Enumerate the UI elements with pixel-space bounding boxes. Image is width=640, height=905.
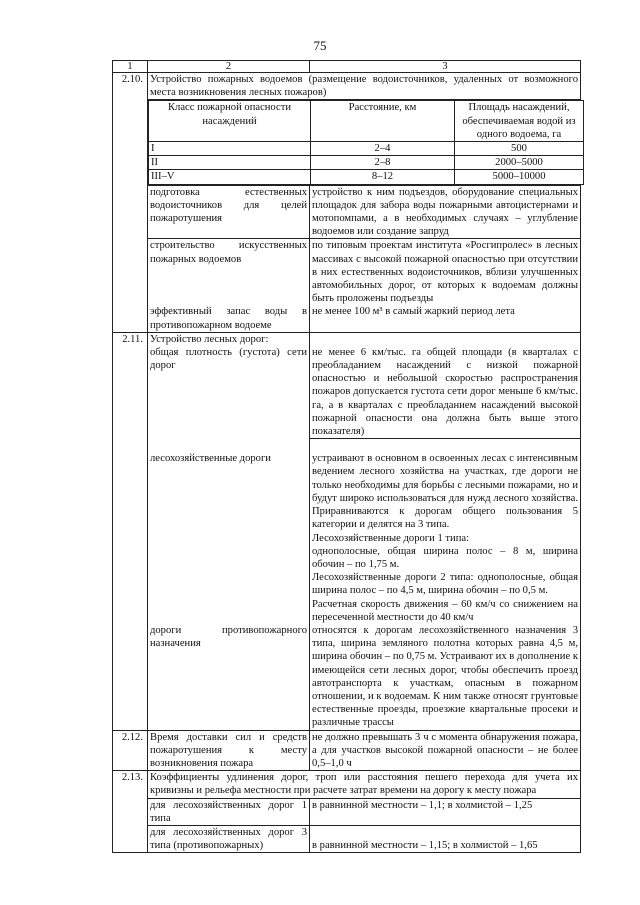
item-row — [113, 798, 581, 825]
item-description: не менее 100 м³ в самый жаркий период лета — [310, 305, 581, 332]
hazard-class: I — [149, 142, 311, 156]
item-row — [113, 624, 581, 730]
item-label: Время доставки сил и средств пожаротушения к месту возникновения пожара — [148, 730, 310, 771]
item-label: для лесохозяйственных дорог 1 типа — [148, 798, 310, 825]
item-description: относятся к дорогам лесохозяйственного назначения 3 типа, ширина земляного полотна которых равна 4,5 м, ширина обочин – по 0,75 м. Устраивают их в дополнение к имеющейся сети лесных дорог, чтобы обеспечить проезд автотранспорта к участкам, опасным в пожарном отношении, и к водоемам. К ним также относят грунтовые естественные проезды, проезжие квартальные просеки и различные трассы — [310, 624, 581, 730]
item-label: строительство искусственных пожарных водоемов — [148, 239, 310, 306]
col-header-2: 2 — [148, 61, 310, 73]
item-description-paragraph: устраивают в основном в освоенных лесах с интенсивным ведением лесного хозяйства на участках, где дороги не только необходимы для борьбы с лесными пожарами, но и будут широко использоваться для нужд лесного хозяйства. Приравниваются к дорогам общего пользования 5 категории и делятся на 3 типа. — [312, 453, 578, 531]
subtable-row — [149, 142, 584, 156]
item-label: лесохозяйственные дороги — [150, 452, 271, 464]
section-title: Устройство пожарных водоемов (размещение водоисточников, удаленных от возможного места возникновения лесных пожаров) — [148, 73, 581, 100]
subtable-row — [149, 156, 584, 170]
section-number: 2.10. — [113, 73, 148, 333]
item-description-paragraph: Лесохозяйственные дороги 2 типа: однополосные, общая ширина полос – по 4,5 м, ширина обочин – по 0,5 м. — [312, 572, 578, 597]
fire-measures-table — [112, 60, 581, 853]
item-label: для лесохозяйственных дорог 3 типа (противопожарных) — [148, 825, 310, 852]
column-number-row — [113, 61, 581, 73]
page-number: 75 — [313, 38, 327, 53]
section-title: Устройство лесных дорог: — [150, 333, 269, 345]
area: 500 — [455, 142, 584, 156]
item-description: по типовым проектам института «Росгипролес» в лесных массивах с высокой пожарной опасностью при отсутствии в них естественных водоисточников, вблизи улучшенных автомобильных дорог, от которых к водоемам должны быть проложены подъезды — [310, 239, 581, 306]
section-number: 2.13. — [113, 771, 148, 853]
area: 5000–10000 — [455, 170, 584, 184]
water-source-subtable-row — [113, 100, 581, 185]
item-description-paragraph: Расчетная скорость движения – 60 км/ч со снижением на пересеченной местности до 40 км/ч — [312, 598, 578, 623]
subtable-header-area: Площадь насаждений, обеспечиваемая водой из одного водоема, га — [455, 101, 584, 142]
section-number: 2.11. — [113, 332, 148, 730]
item-description-paragraph: однополосные, общая ширина полос – 8 м, ширина обочин – по 1,75 м. — [312, 545, 578, 570]
item-row — [113, 825, 581, 852]
subtable-row — [149, 170, 584, 184]
area: 2000–5000 — [455, 156, 584, 170]
item-row — [113, 439, 581, 624]
section-title: Коэффициенты удлинения дорог, троп или расстояния пешего перехода для учета их кривизны и рельефа местности при расчете затрат времени на дорогу к месту пожара — [148, 771, 581, 798]
subtable-header — [149, 101, 584, 142]
item-row — [113, 185, 581, 239]
distance: 2–8 — [311, 156, 455, 170]
item-label: дороги противопожарного назначения — [148, 624, 310, 730]
hazard-class: II — [149, 156, 311, 170]
item-description: не менее 6 км/тыс. га общей площади (в кварталах с преобладанием насаждений с низкой пожарной опасностью и небольшой скоростью распространения пожаров допускается густота сети дорог меньше 6 км/тыс. га, а в кварталах с преобладанием насаждений высокой пожарной опасности она должна быть выше этого показателя) — [310, 332, 581, 438]
hazard-class: III–V — [149, 170, 311, 184]
item-row — [113, 305, 581, 332]
section-2-10-title-row — [113, 73, 581, 100]
section-2-12-row — [113, 730, 581, 771]
item-row — [113, 239, 581, 306]
col-header-3: 3 — [310, 61, 581, 73]
water-source-subtable — [148, 100, 584, 184]
section-2-11-title-row — [113, 332, 581, 438]
distance: 2–4 — [311, 142, 455, 156]
subtable-header-class: Класс пожарной опасности насаждений — [149, 101, 311, 142]
item-label: общая плотность (густота) сети дорог — [150, 347, 307, 372]
col-header-1: 1 — [113, 61, 148, 73]
item-label: подготовка естественных водоисточников для целей пожаротушения — [148, 185, 310, 239]
item-description: не должно превышать 3 ч с момента обнаружения пожара, а для участков высокой пожарной опасности – не более 0,5–1,0 ч — [310, 730, 581, 771]
section-number: 2.12. — [113, 730, 148, 771]
section-2-13-title-row — [113, 771, 581, 798]
distance: 8–12 — [311, 170, 455, 184]
item-description: в равнинной местности – 1,1; в холмистой – 1,25 — [310, 798, 581, 825]
item-description: устройство к ним подъездов, оборудование специальных площадок для забора воды пожарными автоцистернами и мотопомпами, а в необходимых случаях – углубление водоемов или создание запруд — [310, 185, 581, 239]
item-description-paragraph: Лесохозяйственные дороги 1 типа: — [312, 532, 470, 544]
item-description: в равнинной местности – 1,15; в холмистой – 1,65 — [310, 825, 581, 852]
item-label: эффективный запас воды в противопожарном водоеме — [148, 305, 310, 332]
subtable-header-distance: Расстояние, км — [311, 101, 455, 142]
